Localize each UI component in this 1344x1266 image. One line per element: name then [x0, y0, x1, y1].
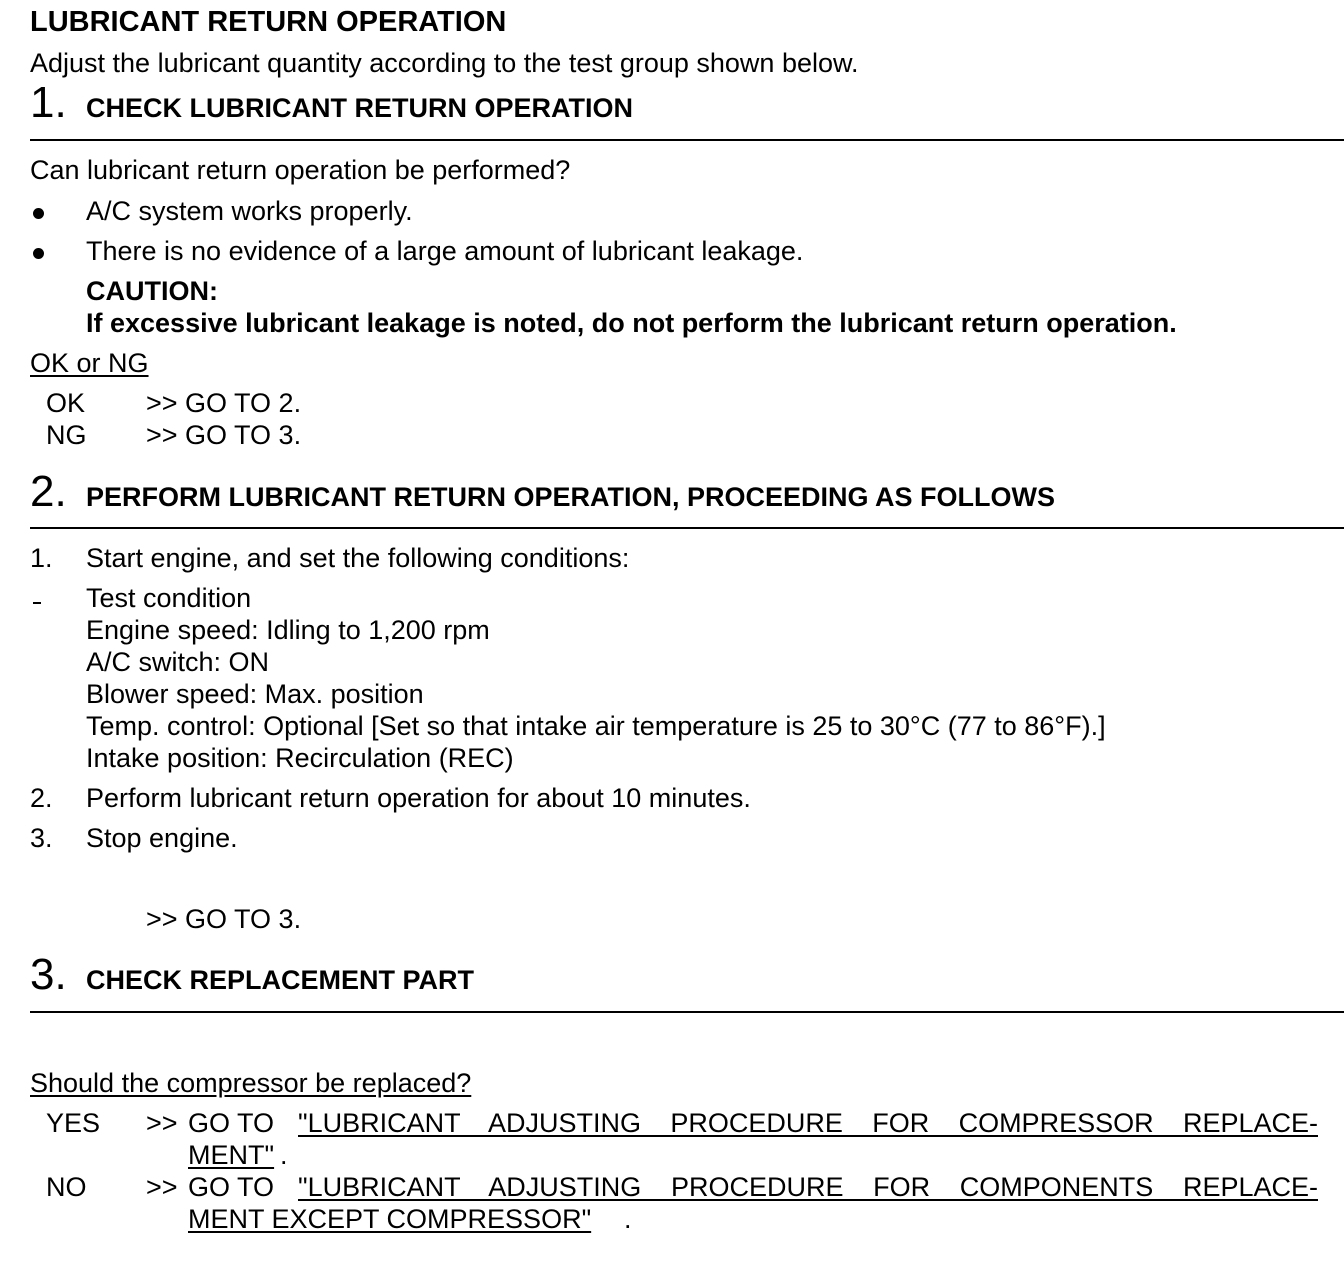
- step3-number: 3.: [30, 950, 67, 999]
- result-no-goto: GO TO: [188, 1172, 275, 1202]
- intro-text: Adjust the lubricant quantity according to the test group shown below.: [30, 48, 859, 78]
- step2-goto: >> GO TO 3.: [146, 904, 302, 934]
- step2-item-3-text: Stop engine.: [86, 823, 238, 853]
- result-yes-period: .: [280, 1140, 288, 1170]
- test-condition-line: Temp. control: Optional [Set so that intake air temperature is 25 to 30°C (77 to 86°F).]: [86, 711, 1106, 741]
- bullet-icon: [33, 248, 44, 259]
- caution-text: If excessive lubricant leakage is noted, do not perform the lubricant return operation.: [86, 308, 1177, 338]
- link-compressor-replacement-cont[interactable]: MENT": [188, 1140, 275, 1170]
- dash-icon: [33, 602, 41, 604]
- page-title: LUBRICANT RETURN OPERATION: [30, 6, 507, 38]
- test-condition-label: Test condition: [86, 583, 252, 613]
- step1-number: 1.: [30, 78, 67, 127]
- result-ok-action: >> GO TO 2.: [146, 388, 302, 418]
- step1-bullet-1: A/C system works properly.: [86, 196, 413, 226]
- link-components-replacement-cont[interactable]: MENT EXCEPT COMPRESSOR": [188, 1204, 592, 1234]
- test-condition-line: Blower speed: Max. position: [86, 679, 424, 709]
- link-compressor-replacement[interactable]: "LUBRICANT ADJUSTING PROCEDURE FOR COMPRESSOR REPLACE-: [298, 1108, 1318, 1138]
- step2-divider: [30, 527, 1344, 529]
- result-yes-goto: GO TO: [188, 1108, 275, 1138]
- test-condition-line: Engine speed: Idling to 1,200 rpm: [86, 615, 490, 645]
- step2-item-1-num: 1.: [30, 543, 53, 573]
- step1-divider: [30, 139, 1344, 141]
- step3-question: Should the compressor be replaced?: [30, 1068, 472, 1098]
- step1-question: Can lubricant return operation be performed?: [30, 155, 571, 185]
- result-ok-key: OK: [46, 388, 86, 418]
- result-ng-key: NG: [46, 420, 87, 450]
- step2-item-3-num: 3.: [30, 823, 53, 853]
- result-no-period: .: [624, 1204, 632, 1234]
- result-no-arrow: >>: [146, 1172, 178, 1202]
- step3-heading: CHECK REPLACEMENT PART: [86, 965, 475, 995]
- test-condition-line: A/C switch: ON: [86, 647, 270, 677]
- result-yes-arrow: >>: [146, 1108, 178, 1138]
- step2-item-2-num: 2.: [30, 783, 53, 813]
- step2-number: 2.: [30, 467, 67, 516]
- step1-result-label: OK or NG: [30, 348, 149, 378]
- step1-heading: CHECK LUBRICANT RETURN OPERATION: [86, 93, 633, 123]
- bullet-icon: [33, 208, 44, 219]
- caution-label: CAUTION:: [86, 276, 218, 306]
- step3-divider: [30, 1011, 1344, 1013]
- step2-heading: PERFORM LUBRICANT RETURN OPERATION, PROCEEDING AS FOLLOWS: [86, 482, 1055, 512]
- step1-bullet-2: There is no evidence of a large amount of lubricant leakage.: [86, 236, 804, 266]
- result-yes-key: YES: [46, 1108, 101, 1138]
- test-condition-line: Intake position: Recirculation (REC): [86, 743, 514, 773]
- result-ng-action: >> GO TO 3.: [146, 420, 302, 450]
- link-components-replacement[interactable]: "LUBRICANT ADJUSTING PROCEDURE FOR COMPONENTS REPLACE-: [298, 1172, 1318, 1202]
- step2-item-2-text: Perform lubricant return operation for about 10 minutes.: [86, 783, 751, 813]
- result-no-key: NO: [46, 1172, 87, 1202]
- step2-item-1-text: Start engine, and set the following conditions:: [86, 543, 630, 573]
